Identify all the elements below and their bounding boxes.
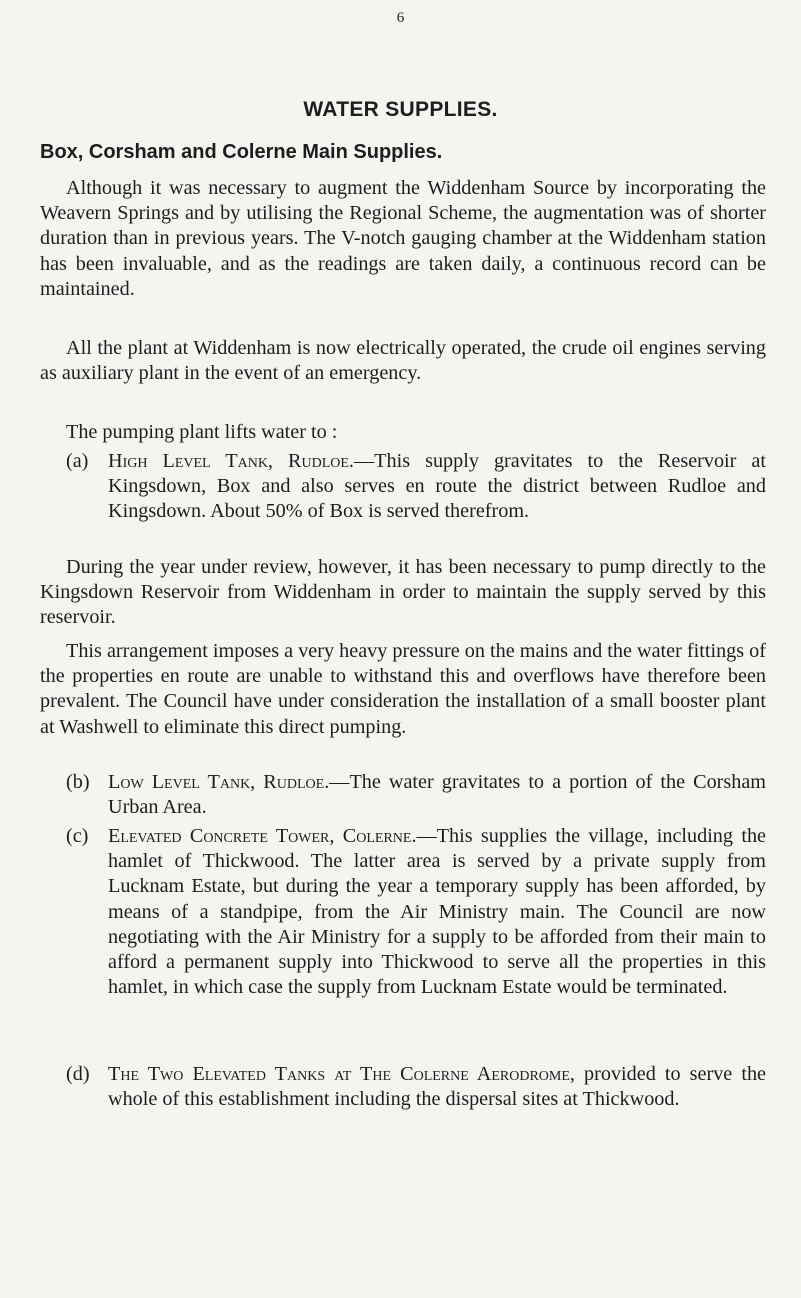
item-text: provided to serve the whole of this establishment including the dispersal sites at Thickwood.	[108, 1063, 767, 1111]
item-label: (b)	[66, 771, 90, 793]
page-number: 6	[396, 10, 405, 26]
item-heading: High Level Tank, Rudloe.	[108, 450, 354, 472]
item-label: (d)	[66, 1063, 90, 1085]
paragraph-text: The pumping plant lifts water to :	[66, 421, 338, 443]
paragraph-review	[40, 555, 766, 631]
paragraph-augmentation	[40, 176, 766, 302]
item-heading: Low Level Tank, Rudloe.	[108, 771, 330, 793]
section-subtitle: Box, Corsham and Colerne Main Supplies.	[40, 141, 443, 163]
page-title: WATER SUPPLIES.	[303, 98, 498, 121]
item-text: —The water gravitates to a portion of the Corsham Urban Area.	[108, 771, 766, 819]
list-item-c	[40, 824, 766, 1000]
list-item-a	[40, 449, 766, 525]
item-heading: The Two Elevated Tanks at The Colerne Aerodrome,	[108, 1063, 575, 1085]
list-item-b	[40, 770, 766, 820]
item-text: —This supplies the village, including the hamlet of Thickwood. The latter area is served by a private supply from Lucknam Estate, but during the year a temporary supply has been afforded, by means of a standpipe, from the Air Ministry main. The Council are now negotiating with the Air Ministry for a supply to be afforded from their main to afford a permanent supply into Thickwood to serve all the properties in this hamlet, in which case the supply from Lucknam Estate would be terminated.	[108, 825, 766, 999]
item-label: (a)	[66, 450, 89, 472]
item-heading: Elevated Concrete Tower, Colerne.	[108, 825, 417, 847]
paragraph-plant	[40, 336, 766, 386]
item-text: —This supply gravitates to the Reservoir at Kingsdown, Box and also serves en route the district between Rudloe and Kingsdown. About 50% of Box is served therefrom.	[108, 450, 766, 523]
paragraph-pumping	[40, 420, 766, 445]
paragraph-text: All the plant at Widdenham is now electrically operated, the crude oil engines serving as auxiliary plant in the event of an emergency.	[40, 337, 766, 385]
paragraph-text: Although it was necessary to augment the Widdenham Source by incorporating the Weavern Springs and by utilising the Regional Scheme, the augmentation was of shorter duration than in previous years. The V-notch gauging chamber at the Widdenham station has been invaluable, and as the readings are taken daily, a continuous record can be maintained.	[40, 177, 766, 300]
paragraph-arrangement	[40, 639, 766, 740]
list-item-d	[40, 1062, 766, 1112]
paragraph-text: During the year under review, however, it has been necessary to pump directly to the Kingsdown Reservoir from Widdenham in order to maintain the supply served by this reservoir.	[40, 556, 766, 629]
paragraph-text: This arrangement imposes a very heavy pressure on the mains and the water fittings of the properties en route are unable to withstand this and overflows have therefore been prevalent. The Council have under consideration the installation of a small booster plant at Washwell to eliminate this direct pumping.	[40, 640, 766, 738]
item-label: (c)	[66, 825, 89, 847]
